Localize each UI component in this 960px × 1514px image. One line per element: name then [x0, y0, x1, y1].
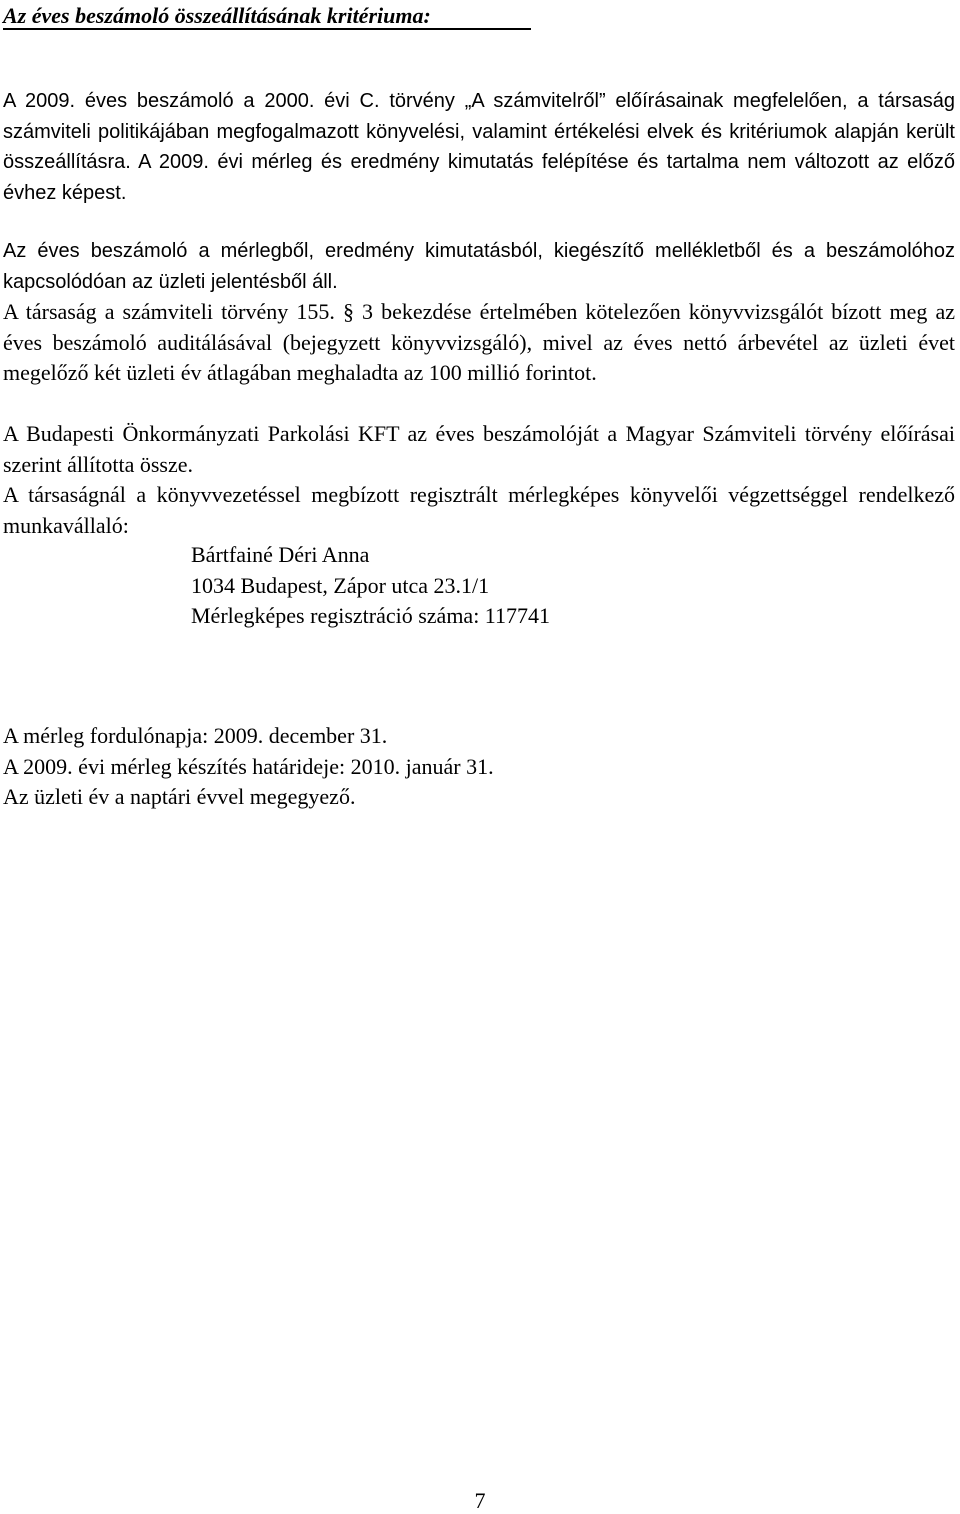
- paragraph-bookkeeper: A társaságnál a könyvvezetéssel megbízott regisztrált mérlegképes könyvelői végzettséggel rendelkező munkavállaló:: [3, 482, 955, 538]
- balance-date: A mérleg fordulónapja: 2009. december 31.: [3, 723, 388, 748]
- paragraph-company: A Budapesti Önkormányzati Parkolási KFT az éves beszámolóját a Magyar Számviteli törvény előírásai szerint állította össze.: [3, 421, 955, 477]
- title-underline: [3, 28, 531, 30]
- page-number: 7: [474, 1488, 486, 1513]
- accountant-name: Bártfainé Déri Anna: [191, 542, 370, 567]
- paragraph-auditor: A társaság a számviteli törvény 155. § 3 bekezdése értelmében kötelezően könyvvizsgálót bízott meg az éves beszámoló auditálásával (bejegyzett könyvvizsgáló), mivel az éves nettó árbevétel az üzleti évet megelőző két üzleti év átlagában meghaladta az 100 millió forintot.: [3, 299, 955, 385]
- paragraph-standards: A 2009. éves beszámoló a 2000. évi C. törvény „A számvitelről” előírásainak megfelelően, a társaság számviteli politikájában megfogalmazott könyvelési, valamint értékelési elvek és kritériumok alapján került összeállításra. A 2009. évi mérleg és eredmény kimutatás felépítése és tartalma nem változott az előző évhez képest.: [3, 90, 955, 204]
- accountant-registration: Mérlegképes regisztráció száma: 117741: [191, 603, 550, 628]
- preparation-deadline: A 2009. évi mérleg készítés határideje: 2010. január 31.: [3, 754, 494, 779]
- paragraph-components: Az éves beszámoló a mérlegből, eredmény kimutatásból, kiegészítő mellékletből és a beszámolóhoz kapcsolódóan az üzleti jelentésből áll.: [3, 240, 955, 293]
- document-title: Az éves beszámoló összeállításának kritériuma:: [3, 3, 431, 28]
- fiscal-year-note: Az üzleti év a naptári évvel megegyező.: [3, 784, 356, 809]
- accountant-address: 1034 Budapest, Zápor utca 23.1/1: [191, 573, 490, 598]
